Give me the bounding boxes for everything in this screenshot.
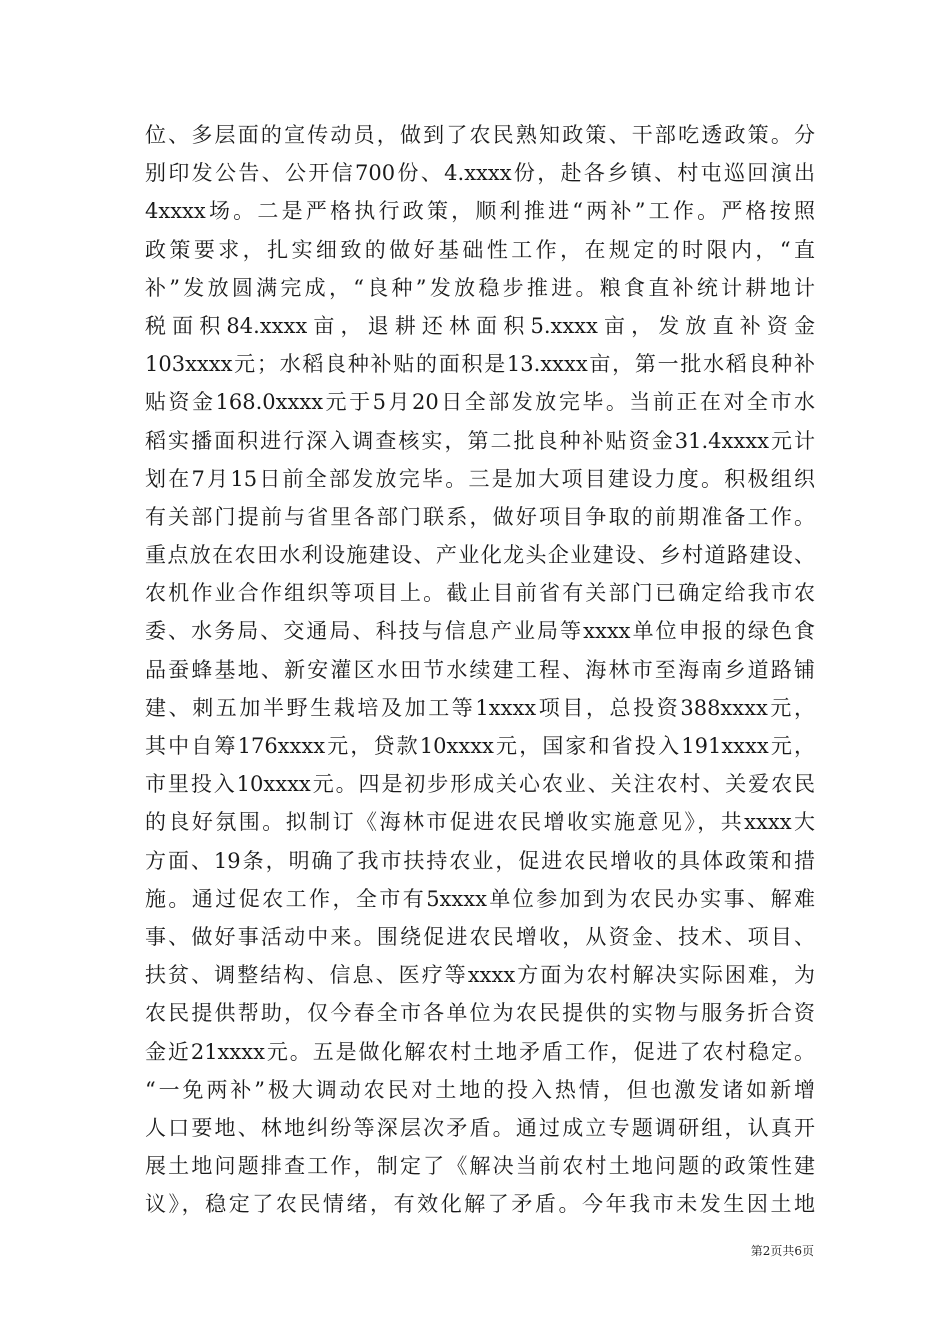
text-line: 施。通过促农工作，全市有5xxxx单位参加到为农民办实事、解难 [145, 886, 815, 911]
text-line: 4xxxx场。二是严格执行政策，顺利推进“两补”工作。严格按照 [145, 199, 815, 224]
page-number: 第2页共6页 [750, 1244, 814, 1258]
text-line: 人口要地、林地纠纷等深层次矛盾。通过成立专题调研组，认真开 [145, 1115, 815, 1140]
text-line: 方面、19条，明确了我市扶持农业，促进农民增收的具体政策和措 [145, 848, 815, 873]
text-line: 稻实播面积进行深入调查核实，第二批良种补贴资金31.4xxxx元计 [145, 428, 815, 453]
text-line: 政策要求，扎实细致的做好基础性工作，在规定的时限内，“直 [145, 237, 815, 262]
text-line: 其中自筹176xxxx元，贷款10xxxx元，国家和省投入191xxxx元， [145, 734, 815, 758]
text-line: 贴资金168.0xxxx元于5月20日全部发放完毕。当前正在对全市水 [145, 390, 815, 415]
text-line: 农民提供帮助，仅今春全市各单位为农民提供的实物与服务折合资 [145, 1001, 815, 1026]
text-line: 划在7月15日前全部发放完毕。三是加大项目建设力度。积极组织 [145, 466, 815, 491]
text-line: 委、水务局、交通局、科技与信息产业局等xxxx单位申报的绿色食 [145, 619, 815, 644]
text-line: 补”发放圆满完成，“良种”发放稳步推进。粮食直补统计耕地计 [145, 275, 815, 300]
text-line: 扶贫、调整结构、信息、医疗等xxxx方面为农村解决实际困难，为 [145, 963, 815, 988]
text-line: 农机作业合作组织等项目上。截止目前省有关部门已确定给我市农 [145, 581, 815, 606]
body-text [145, 116, 815, 1223]
text-line: 别印发公告、公开信700份、4.xxxx份，赴各乡镇、村屯巡回演出 [145, 161, 815, 186]
text-line: 展土地问题排查工作，制定了《解决当前农村土地问题的政策性建 [145, 1154, 815, 1179]
text-line: “一免两补”极大调动农民对土地的投入热情，但也激发诸如新增 [145, 1077, 815, 1102]
text-line: 重点放在农田水利设施建设、产业化龙头企业建设、乡村道路建设、 [145, 543, 815, 568]
text-line: 有关部门提前与省里各部门联系，做好项目争取的前期准备工作。 [145, 504, 815, 529]
text-line: 事、做好事活动中来。围绕促进农民增收，从资金、技术、项目、 [145, 924, 815, 949]
text-line: 103xxxx元；水稻良种补贴的面积是13.xxxx亩，第一批水稻良种补 [145, 352, 815, 377]
text-line: 金近21xxxx元。五是做化解农村土地矛盾工作，促进了农村稳定。 [145, 1039, 815, 1064]
text-line: 位、多层面的宣传动员，做到了农民熟知政策、干部吃透政策。分 [145, 123, 815, 147]
text-line: 市里投入10xxxx元。四是初步形成关心农业、关注农村、关爱农民 [145, 772, 815, 797]
text-line: 议》，稳定了农民情绪，有效化解了矛盾。今年我市未发生因土地 [145, 1192, 815, 1217]
text-line: 税面积84.xxxx亩，退耕还林面积5.xxxx亩，发放直补资金 [145, 313, 815, 338]
text-line: 建、刺五加半野生栽培及加工等1xxxx项目，总投资388xxxx元， [145, 695, 815, 720]
text-line: 品蚕蜂基地、新安灌区水田节水续建工程、海林市至海南乡道路铺 [145, 657, 815, 682]
text-line: 的良好氛围。拟制订《海林市促进农民增收实施意见》，共xxxx大 [145, 810, 815, 835]
